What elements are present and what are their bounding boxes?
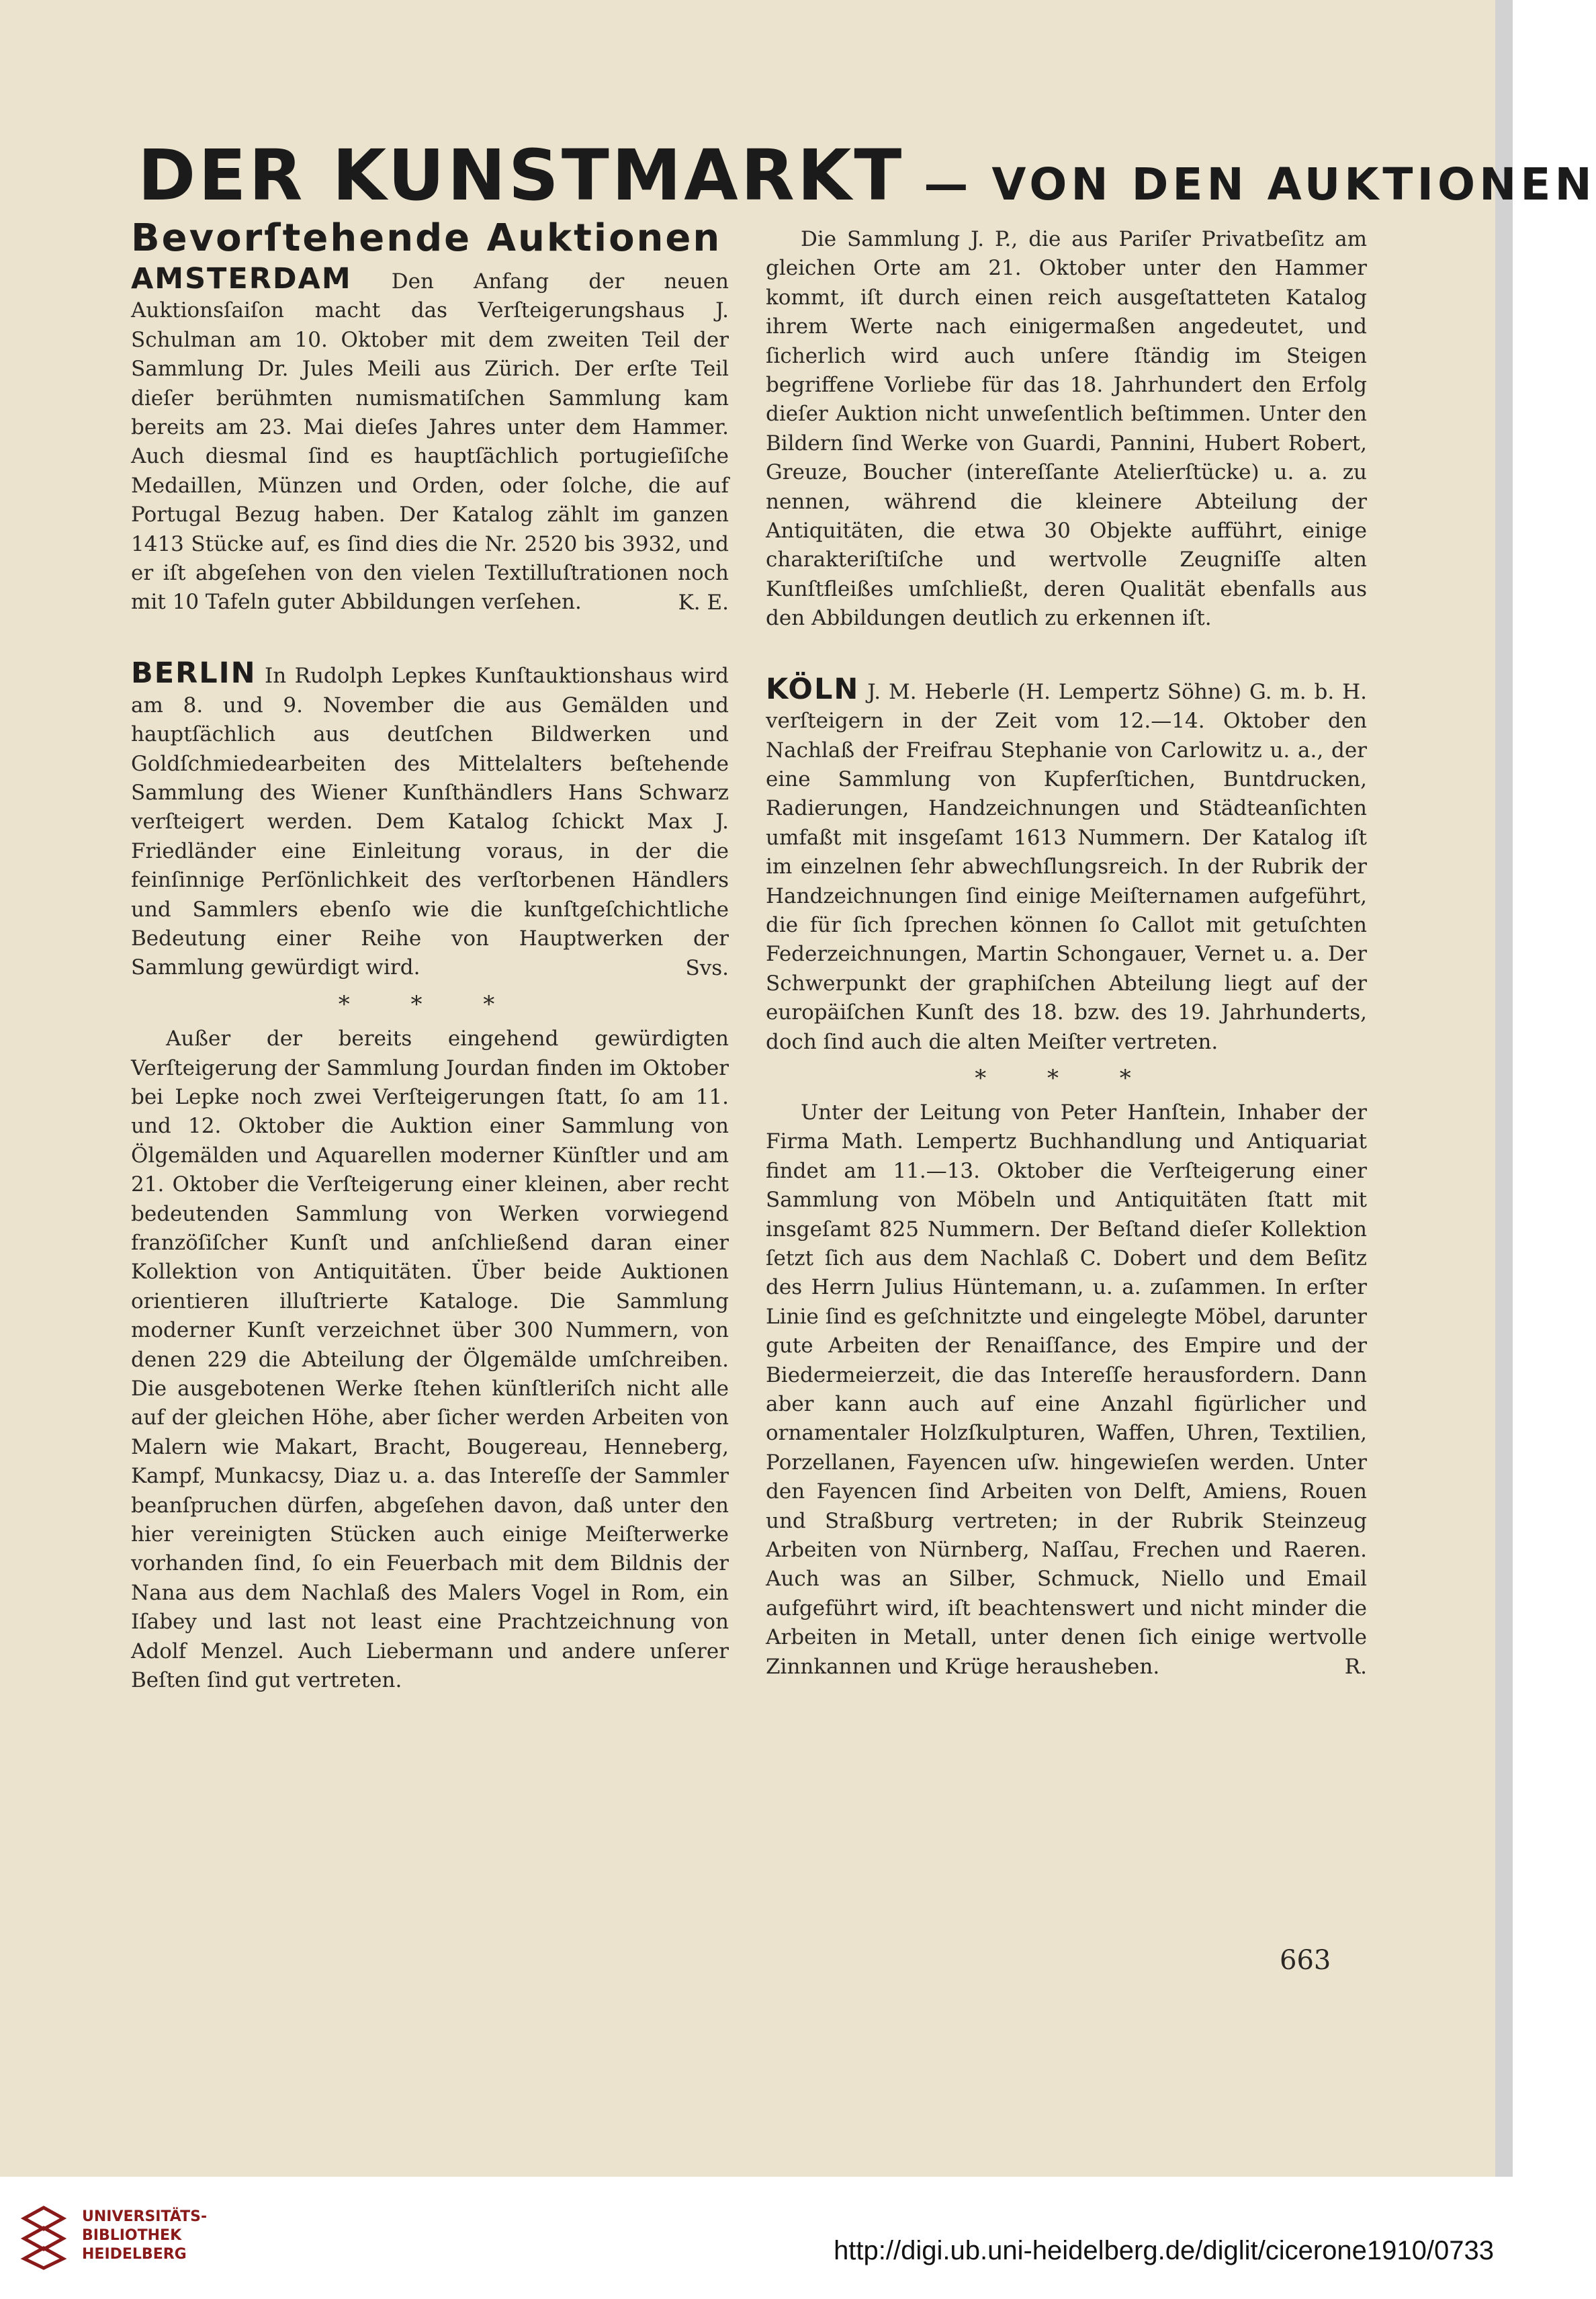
- city-koeln: KÖLN: [766, 672, 860, 706]
- koeln-paragraph: [766, 672, 1367, 1057]
- signature-ke: K. E.: [678, 590, 729, 615]
- library-name-line: HEIDELBERG: [82, 2246, 187, 2263]
- library-name-line: UNIVERSITÄTS-: [82, 2208, 208, 2225]
- university-library-logo-icon: [21, 2205, 66, 2269]
- source-url-link[interactable]: http://digi.ub.uni-heidelberg.de/diglit/cicerone1910/0733: [834, 2236, 1494, 2265]
- signature-svs: Svs.: [685, 955, 729, 980]
- amsterdam-text: Den Anfang der neuen Auktionsſaiſon macht das Verſteigerungshaus J. Schulman am 10. Oktober mit dem zweiten Teil der Sammlung Dr. Jules Meili aus Zürich. Der erſte Teil dieſer berühmten numismatiſchen Sammlung kam bereits am 23. Mai dieſes Jahres unter dem Hammer. Auch diesmal ſind es hauptſächlich portugieſiſche Medaillen, Münzen und Orden, oder ſolche, die auf Portugal Bezug haben. Der Katalog zählt im ganzen 1413 Stücke auf, es ſind dies die Nr. 2520 bis 3932, und er iſt abgeſehen von den vielen Textilluſtrationen noch mit 10 Tafeln guter Abbildungen verſehen.: [131, 269, 729, 615]
- section-divider-stars: * * *: [975, 1064, 1158, 1092]
- section-title: Bevorſtehende Auktionen: [131, 216, 722, 260]
- berlin-text: In Rudolph Lepkes Kunſtauktionshaus wird am 8. und 9. November die aus Gemälden und hauptſächlich aus deutſchen Bildwerken und Goldſchmiedearbeiten des Mittelalters beſtehende Sammlung des Wiener Kunſthändlers Hans Schwarz verſteigert werden. Dem Katalog ſchickt Max J. Friedländer eine Einleitung voraus, in der die feinſinnige Perſönlichkeit des verſtorbenen Händlers und Sammlers ebenſo wie die kunſtgeſchichtliche Bedeutung einer Reihe von Hauptwerken der Sammlung gewürdigt wird.: [131, 664, 729, 980]
- page-headline: [138, 134, 1596, 216]
- headline-sub: VON DEN AUKTIONEN: [991, 159, 1596, 210]
- headline-main: DER KUNSTMARKT: [138, 134, 905, 216]
- left-column: [131, 215, 729, 1696]
- section-divider-stars: * * *: [338, 991, 522, 1018]
- footer-bar: [0, 2177, 1513, 2299]
- page-number: 663: [1280, 1945, 1331, 1976]
- hanstein-paragraph: Unter der Leitung von Peter Hanſtein, Inhaber der Firma Math. Lempertz Buchhandlung und Antiquariat findet am 11.—13. Oktober die Verſteigerung einer Sammlung von Möbeln und Antiquitäten ſtatt mit insgeſamt 825 Nummern. Der Beſtand dieſer Kollektion ſetzt ſich aus dem Nachlaß C. Dobert und dem Beſitz des Herrn Julius Hüntemann, u. a. zuſammen. In erſter Linie ſind es geſchnitzte und eingelegte Möbel, darunter gute Arbeiten der Renaiſſance, des Empire und der Biedermeierzeit, die das Intereſſe herausfordern. Dann aber kann auch auf eine Anzahl figürlicher und ornamentaler Holzſkulpturen, Waffen, Uhren, Textilien, Porzellanen, Fayencen uſw. hingewieſen werden. Unter den Fayencen ſind Arbeiten von Delft, Amiens, Rouen und Straßburg vertreten; in der Rubrik Steinzeug Arbeiten von Nürnberg, Naſſau, Frechen und Raeren. Auch was an Silber, Schmuck, Niello und Email aufgeführt wird, iſt beachtenswert und nicht minder die Arbeiten in Metall, unter denen ſich einige wertvolle Zinnkannen und Krüge herausheben.: [766, 1100, 1367, 1679]
- spacer: [766, 634, 1367, 675]
- signature-r: R.: [1344, 1655, 1367, 1680]
- spacer: [131, 617, 729, 659]
- berlin-paragraph: [131, 656, 729, 982]
- amsterdam-paragraph: [131, 262, 729, 617]
- library-name: [82, 2208, 207, 2264]
- lepke-paragraph: Außer der bereits eingehend gewürdigten Verſteigerung der Sammlung Jourdan finden im Oktober bei Lepke noch zwei Verſteigerungen ſtatt, ſo am 11. und 12. Oktober die Auktion einer Sammlung von Ölgemälden und Aquarellen moderner Künſtler und am 21. Oktober die Verſteigerung einer kleinen, aber recht bedeutenden Sammlung von Werken vorwiegend franzöſiſcher Kunſt und anſchließend daran einer Kollektion von Antiquitäten. Über beide Auktionen orientieren illuſtrierte Kataloge. Die Sammlung moderner Kunſt verzeichnet über 300 Nummern, von denen 229 die Abteilung der Ölgemälde umſchreiben. Die ausgebotenen Werke ſtehen künſtleriſch nicht alle auf der gleichen Höhe, aber ſicher werden Arbeiten von Malern wie Makart, Bracht, Bougereau, Henneberg, Kampf, Munkacsy, Diaz u. a. das Intereſſe der Sammler beanſpruchen dürfen, abgeſehen davon, daß unter den hier vereinigten Stücken auch einige Meiſterwerke vorhanden ſind, ſo ein Feuerbach mit dem Bildnis der Nana aus dem Nachlaß des Malers Vogel in Rom, ein Iſabey und last not least eine Prachtzeichnung von Adolf Menzel. Auch Liebermann und andere unſerer Beſten ſind gut vertreten.: [131, 1027, 729, 1693]
- library-name-line: BIBLIOTHEK: [82, 2227, 182, 2244]
- headline-dash: —: [904, 159, 992, 210]
- city-amsterdam: AMSTERDAM: [131, 262, 352, 296]
- right-column: [766, 225, 1367, 1682]
- koeln-text: J. M. Heberle (H. Lempertz Söhne) G. m. b. H. verſteigern in der Zeit vom 12.—14. Oktober den Nachlaß der Freifrau Stephanie von Carlowitz u. a., der eine Sammlung von Kupferſtichen, Buntdrucken, Radierungen, Handzeichnungen und Städteanſichten umfaßt mit insgeſamt 1613 Nummern. Der Katalog iſt im einzelnen ſehr abwechſlungsreich. In der Rubrik der Handzeichnungen ſind einige Meiſternamen aufgeführt, die für ſich ſprechen können ſo Callot mit getuſchten Federzeichnungen, Martin Schongauer, Vernet u. a. Der Schwerpunkt der graphiſchen Abteilung liegt auf der europäiſchen Kunſt des 18. bzw. des 19. Jahrhunderts, doch ſind auch die alten Meiſter vertreten.: [766, 679, 1367, 1054]
- paris-paragraph: Die Sammlung J. P., die aus Pariſer Privatbeſitz am gleichen Orte am 21. Oktober unter den Hammer kommt, iſt durch einen reich ausgeſtatteten Katalog ihrem Werte nach einigermaßen angedeutet, und ſicherlich wird auch unſere ſtändig im Steigen begriffene Vorliebe für das 18. Jahrhundert den Erfolg dieſer Auktion nicht unweſentlich beſtimmen. Unter den Bildern ſind Werke von Guardi, Pannini, Hubert Robert, Greuze, Boucher (intereſſante Atelierſtücke) u. a. zu nennen, während die kleinere Abteilung der Antiquitäten, die etwa 30 Objekte aufführt, einige charakteriſtiſche und wertvolle Zeugniſſe alten Kunſtfleißes umſchließt, deren Qualität ebenfalls aus den Abbildungen deutlich zu erkennen iſt.: [766, 227, 1367, 631]
- city-berlin: BERLIN: [131, 656, 257, 691]
